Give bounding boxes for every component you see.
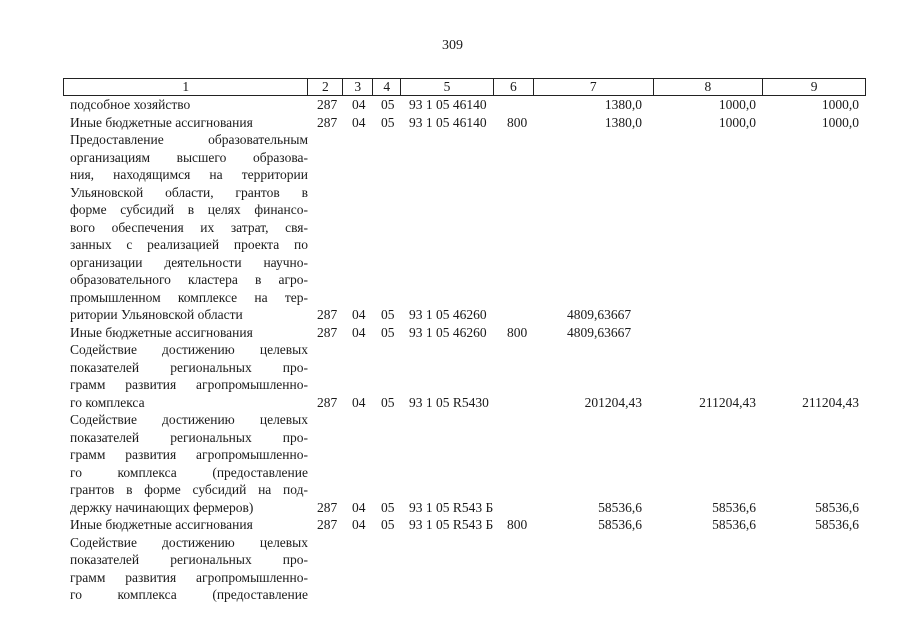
row-name-line: ния, находящимся на территории: [70, 167, 308, 182]
cell-col-9: 1000,0: [821, 114, 859, 130]
cell-col-2: 287: [317, 307, 338, 322]
cell-col-3: 04: [352, 114, 366, 130]
row-name-line: Иные бюджетные ассигнования: [70, 517, 253, 532]
cell-col-4: 05: [381, 114, 395, 130]
cell-col-5: 93 1 05 R5430: [409, 394, 489, 410]
row-name-line: вого обеспечения их затрат, свя-: [70, 219, 308, 235]
cell-col-9: 58536,6: [815, 517, 859, 532]
row-name-line: грамм развития агропромышленно-: [70, 447, 308, 462]
table-row: [0, 324, 905, 342]
cell-col-9: 1000,0: [821, 97, 859, 112]
cell-col-5: 93 1 05 46140: [409, 97, 487, 112]
cell-col-4: 05: [381, 499, 395, 515]
cell-col-7: 4809,63667: [567, 307, 632, 322]
cell-col-2: 287: [317, 394, 338, 410]
cell-col-2: 287: [317, 499, 338, 515]
cell-col-6: 800: [507, 517, 528, 532]
table-row: [0, 411, 905, 516]
cell-col-3: 04: [352, 499, 366, 515]
row-name-line: показателей региональных про-: [70, 359, 308, 375]
row-name-line: Содействие достижению целевых: [70, 342, 308, 357]
cell-col-7: 1380,0: [604, 97, 642, 112]
cell-col-4: 05: [381, 324, 395, 340]
cell-col-3: 04: [352, 307, 366, 322]
row-name: [70, 131, 308, 324]
cell-col-2: 287: [317, 324, 338, 340]
header-col-2: 2: [308, 79, 343, 95]
row-name-line: Иные бюджетные ассигнования: [70, 324, 253, 340]
table-header: [63, 78, 866, 96]
cell-col-7: 1380,0: [604, 114, 642, 130]
cell-col-3: 04: [352, 97, 366, 112]
table-row: [0, 96, 905, 114]
row-name: [70, 96, 308, 114]
cell-col-6: 800: [507, 114, 528, 130]
row-name-line: грантов в форме субсидий на под-: [70, 482, 308, 497]
header-col-9: 9: [810, 79, 818, 94]
cell-col-7: 58536,6: [598, 517, 642, 532]
row-name-line: промышленном комплексе на тер-: [70, 289, 308, 305]
table-row: [0, 131, 905, 324]
cell-col-7: 201204,43: [584, 394, 642, 410]
cell-col-4: 05: [381, 97, 395, 112]
header-col-6: 6: [494, 79, 534, 95]
cell-col-2: 287: [317, 114, 338, 130]
table-row: [0, 534, 905, 604]
cell-col-8: 211204,43: [699, 394, 756, 410]
cell-col-5: 93 1 05 46260: [409, 324, 487, 340]
cell-col-8: 1000,0: [718, 114, 756, 130]
header-col-1: 1: [64, 79, 308, 95]
cell-col-3: 04: [352, 517, 366, 532]
row-name-line: организациям высшего образова-: [70, 149, 308, 165]
cell-col-8: 1000,0: [718, 97, 756, 112]
cell-col-5: 93 1 05 R543 Б: [409, 517, 494, 532]
table-row: [0, 114, 905, 132]
cell-col-8: 58536,6: [712, 499, 756, 515]
row-name: [70, 341, 308, 411]
cell-col-5: 93 1 05 R543 Б: [409, 499, 494, 515]
cell-col-2: 287: [317, 97, 338, 112]
row-name-line: го комплекса (предоставление: [70, 464, 308, 480]
row-name-line: Ульяновской области, грантов в: [70, 184, 308, 200]
cell-col-7: 58536,6: [598, 499, 642, 515]
header-col-5: 5: [401, 79, 494, 95]
row-name-line: Иные бюджетные ассигнования: [70, 114, 253, 130]
cell-col-4: 05: [381, 517, 395, 532]
row-name-line: грамм развития агропромышленно-: [70, 569, 308, 585]
cell-col-4: 05: [381, 307, 395, 322]
table-row: [0, 516, 905, 534]
row-name-line: го комплекса: [70, 394, 145, 410]
cell-col-3: 04: [352, 394, 366, 410]
row-name-line: подсобное хозяйство: [70, 97, 191, 112]
cell-col-4: 05: [381, 394, 395, 410]
cell-col-5: 93 1 05 46140: [409, 114, 487, 130]
cell-col-7: 4809,63667: [567, 324, 632, 340]
cell-col-2: 287: [317, 517, 338, 532]
cell-col-8: 58536,6: [712, 517, 756, 532]
header-col-8: 8: [654, 79, 764, 95]
cell-col-5: 93 1 05 46260: [409, 307, 487, 322]
row-name-line: показателей региональных про-: [70, 552, 308, 567]
table-row: [0, 341, 905, 411]
row-name-line: Предоставление образовательным: [70, 132, 308, 147]
row-name-line: держку начинающих фермеров): [70, 499, 254, 515]
row-name-line: ритории Ульяновской области: [70, 307, 243, 322]
row-name: [70, 411, 308, 516]
row-name-line: показателей региональных про-: [70, 429, 308, 445]
cell-col-3: 04: [352, 324, 366, 340]
row-name-line: образовательного кластера в агро-: [70, 272, 308, 287]
cell-col-9: 211204,43: [802, 394, 859, 410]
row-name-line: грамм развития агропромышленно-: [70, 377, 308, 392]
row-name-line: Содействие достижению целевых: [70, 534, 308, 550]
row-name-line: го комплекса (предоставление: [70, 587, 308, 602]
row-name-line: Содействие достижению целевых: [70, 412, 308, 427]
cell-col-9: 58536,6: [815, 499, 859, 515]
page-number: 309: [442, 38, 463, 53]
row-name: [70, 516, 308, 534]
cell-col-6: 800: [507, 324, 528, 340]
header-col-3: 3: [343, 79, 373, 95]
header-col-4: 4: [373, 79, 401, 95]
row-name: [70, 114, 308, 132]
header-col-7: 7: [534, 79, 654, 95]
row-name: [70, 534, 308, 604]
row-name-line: организации деятельности научно-: [70, 254, 308, 270]
row-name-line: форме субсидий в целях финансо-: [70, 202, 308, 217]
row-name: [70, 324, 308, 342]
row-name-line: занных с реализацией проекта по: [70, 237, 308, 252]
